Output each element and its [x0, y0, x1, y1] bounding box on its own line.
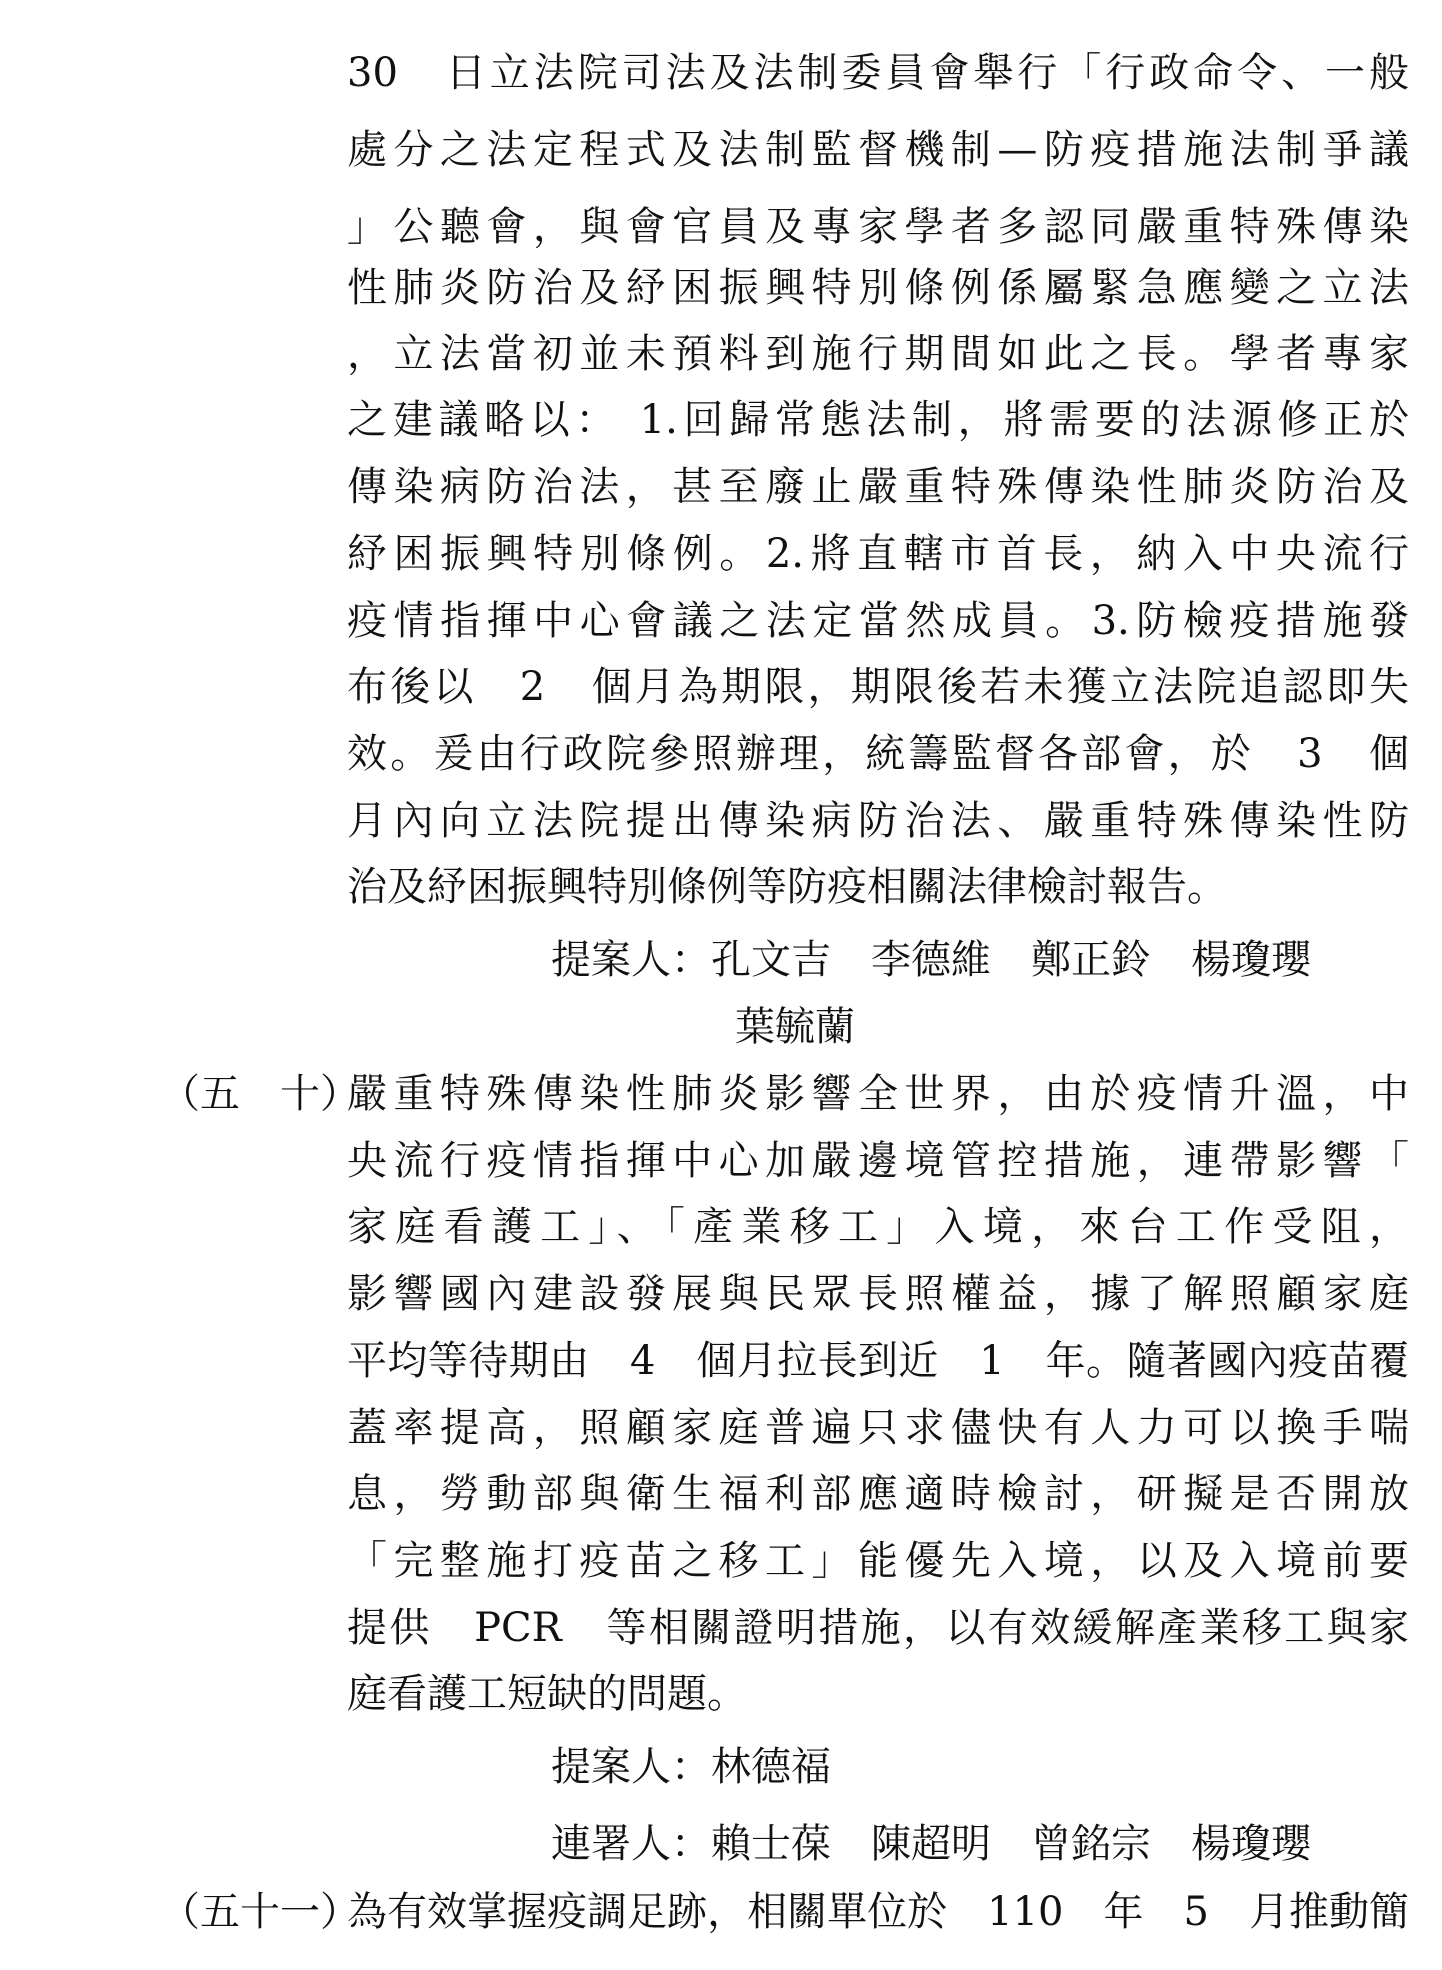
body-line: 傳染病防治法，甚至廢止嚴重特殊傳染性肺炎防治及	[347, 464, 1409, 510]
body-line: 紓困振興特別條例。2.將直轄市首長，納入中央流行	[347, 531, 1409, 577]
proposer-signature	[551, 1740, 831, 1794]
item-50-label: （五 十）	[160, 1071, 360, 1117]
cosigner-role-label: 連署人：	[551, 1821, 711, 1867]
body-line: 性肺炎防治及紓困振興特別條例係屬緊急應變之立法	[347, 265, 1409, 311]
body-line: 央流行疫情指揮中心加嚴邊境管控措施，連帶影響「	[347, 1138, 1409, 1184]
body-line: 影響國內建設發展與民眾長照權益，據了解照顧家庭	[347, 1271, 1409, 1317]
body-line: 家庭看護工」、「產業移工」入境，來台工作受阻，	[347, 1204, 1409, 1250]
cosigner-names: 賴士葆 陳超明 曾銘宗 楊瓊瓔	[711, 1821, 1311, 1867]
proposer-role-label: 提案人：	[551, 937, 711, 983]
body-line: 效。爰由行政院參照辦理，統籌監督各部會，於 3 個	[347, 731, 1409, 777]
proposer-signature	[551, 933, 1311, 987]
body-line: 布後以 2 個月為期限，期限後若未獲立法院追認即失	[347, 664, 1409, 710]
item-51-label: （五十一）	[160, 1889, 360, 1935]
body-line: 嚴重特殊傳染性肺炎影響全世界，由於疫情升溫，中	[347, 1071, 1409, 1117]
body-line: 為有效掌握疫調足跡，相關單位於 110 年 5 月推動簡	[347, 1889, 1409, 1935]
body-line: 月內向立法院提出傳染病防治法、嚴重特殊傳染性防	[347, 798, 1409, 844]
body-line: 」公聽會，與會官員及專家學者多認同嚴重特殊傳染	[347, 204, 1409, 250]
body-line: ，立法當初並未預料到施行期間如此之長。學者專家	[347, 331, 1409, 377]
body-line: 息，勞動部與衛生福利部應適時檢討，研擬是否開放	[347, 1471, 1409, 1517]
proposer-role-label: 提案人：	[551, 1744, 711, 1790]
body-line: 提供 PCR 等相關證明措施，以有效緩解產業移工與家	[347, 1605, 1409, 1651]
proposer-names-continued: 葉毓蘭	[735, 1004, 855, 1050]
cosigner-signature	[551, 1817, 1311, 1871]
body-line: 疫情指揮中心會議之法定當然成員。3.防檢疫措施發	[347, 598, 1409, 644]
body-line: 平均等待期由 4 個月拉長到近 1 年。隨著國內疫苗覆	[347, 1338, 1409, 1384]
body-line: 庭看護工短缺的問題。	[347, 1671, 747, 1717]
proposer-names: 孔文吉 李德維 鄭正鈴 楊瓊瓔	[711, 937, 1311, 983]
body-line: 之建議略以： 1.回歸常態法制，將需要的法源修正於	[347, 397, 1409, 443]
body-line: 治及紓困振興特別條例等防疫相關法律檢討報告。	[347, 864, 1227, 910]
proposer-names: 林德福	[711, 1744, 831, 1790]
body-line: 30 日立法院司法及法制委員會舉行「行政命令、一般	[347, 50, 1409, 96]
body-line: 「完整施打疫苗之移工」能優先入境，以及入境前要	[347, 1538, 1409, 1584]
body-line: 蓋率提高，照顧家庭普遍只求儘快有人力可以換手喘	[347, 1405, 1409, 1451]
body-line: 處分之法定程式及法制監督機制—防疫措施法制爭議	[347, 127, 1409, 173]
